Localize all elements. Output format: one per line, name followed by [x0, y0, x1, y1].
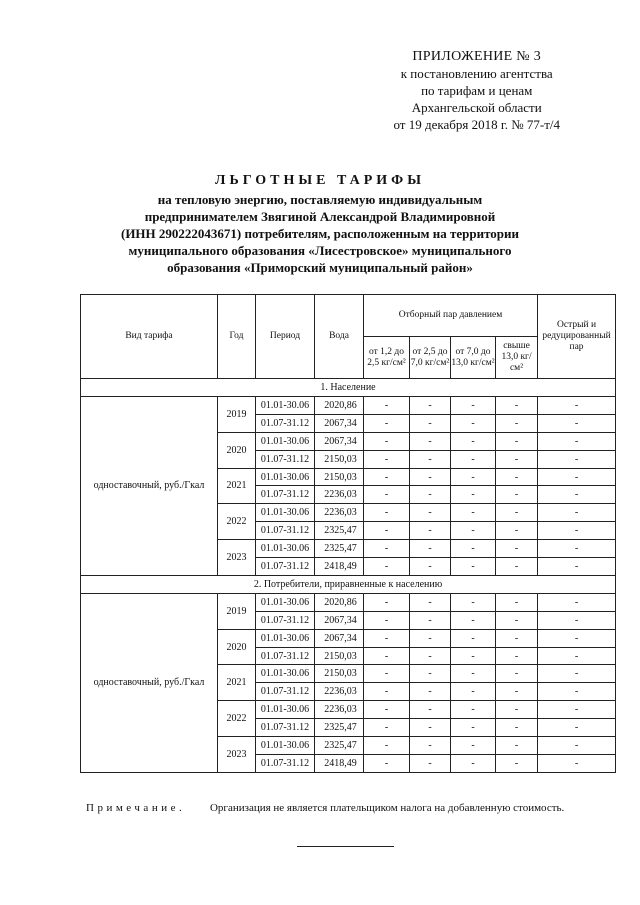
steam-p1-cell: - [364, 647, 410, 665]
steam-p3-cell: - [451, 701, 496, 719]
steam-p4-cell: - [496, 540, 538, 558]
sharp-steam-cell: - [538, 504, 616, 522]
title-line-4: муниципального образования «Лисестровское» муниципального [128, 243, 512, 258]
steam-p1-cell: - [364, 504, 410, 522]
period-cell: 01.07-31.12 [256, 683, 315, 701]
table-row [81, 397, 616, 415]
header-steam: Отборный пар давлением [364, 295, 538, 337]
steam-p3-cell: - [451, 468, 496, 486]
year-cell: 2019 [218, 397, 256, 433]
steam-p4-cell: - [496, 611, 538, 629]
appendix-heading: ПРИЛОЖЕНИЕ № 3 [412, 49, 542, 64]
sharp-steam-cell: - [538, 665, 616, 683]
steam-p4-cell: - [496, 683, 538, 701]
appendix-line-1: к постановлению агентства [400, 66, 553, 81]
period-cell: 01.01-30.06 [256, 629, 315, 647]
steam-p2-cell: - [410, 486, 451, 504]
steam-p3-cell: - [451, 540, 496, 558]
steam-p3-cell: - [451, 414, 496, 432]
water-price-cell: 2418,49 [315, 754, 364, 772]
steam-p3-cell: - [451, 504, 496, 522]
sharp-steam-cell: - [538, 719, 616, 737]
water-price-cell: 2020,86 [315, 397, 364, 415]
header-pressure-4: свыше 13,0 кг/см² [496, 337, 538, 379]
steam-p4-cell: - [496, 737, 538, 755]
water-price-cell: 2067,34 [315, 611, 364, 629]
year-cell: 2021 [218, 468, 256, 504]
steam-p4-cell: - [496, 468, 538, 486]
period-cell: 01.07-31.12 [256, 647, 315, 665]
sharp-steam-cell: - [538, 593, 616, 611]
steam-p1-cell: - [364, 540, 410, 558]
steam-p4-cell: - [496, 593, 538, 611]
title-line-1: на тепловую энергию, поставляемую индивидуальным [157, 192, 483, 207]
year-cell: 2020 [218, 629, 256, 665]
steam-p2-cell: - [410, 629, 451, 647]
water-price-cell: 2150,03 [315, 665, 364, 683]
steam-p3-cell: - [451, 432, 496, 450]
steam-p2-cell: - [410, 414, 451, 432]
year-cell: 2022 [218, 701, 256, 737]
water-price-cell: 2325,47 [315, 522, 364, 540]
sharp-steam-cell: - [538, 701, 616, 719]
steam-p3-cell: - [451, 754, 496, 772]
steam-p2-cell: - [410, 504, 451, 522]
steam-p2-cell: - [410, 397, 451, 415]
period-cell: 01.01-30.06 [256, 397, 315, 415]
water-price-cell: 2150,03 [315, 468, 364, 486]
steam-p3-cell: - [451, 665, 496, 683]
steam-p1-cell: - [364, 737, 410, 755]
sharp-steam-cell: - [538, 629, 616, 647]
sharp-steam-cell: - [538, 397, 616, 415]
period-cell: 01.01-30.06 [256, 540, 315, 558]
steam-p3-cell: - [451, 683, 496, 701]
table-header [81, 295, 616, 379]
period-cell: 01.07-31.12 [256, 558, 315, 576]
document-title [100, 172, 540, 276]
steam-p3-cell: - [451, 593, 496, 611]
water-price-cell: 2236,03 [315, 504, 364, 522]
title-main: ЛЬГОТНЫЕ ТАРИФЫ [215, 173, 425, 188]
sharp-steam-cell: - [538, 647, 616, 665]
sharp-steam-cell: - [538, 558, 616, 576]
water-price-cell: 2150,03 [315, 450, 364, 468]
sharp-steam-cell: - [538, 540, 616, 558]
steam-p3-cell: - [451, 450, 496, 468]
tariff-table [80, 294, 616, 773]
steam-p1-cell: - [364, 522, 410, 540]
sharp-steam-cell: - [538, 432, 616, 450]
water-price-cell: 2325,47 [315, 540, 364, 558]
year-cell: 2023 [218, 737, 256, 773]
header-water: Вода [315, 295, 364, 379]
sharp-steam-cell: - [538, 522, 616, 540]
title-line-2: предпринимателем Звягиной Александрой Владимировной [144, 209, 496, 224]
steam-p1-cell: - [364, 629, 410, 647]
header-pressure-3: от 7,0 до 13,0 кг/см² [451, 337, 496, 379]
steam-p4-cell: - [496, 450, 538, 468]
sharp-steam-cell: - [538, 486, 616, 504]
steam-p4-cell: - [496, 754, 538, 772]
year-cell: 2019 [218, 593, 256, 629]
period-cell: 01.01-30.06 [256, 593, 315, 611]
water-price-cell: 2236,03 [315, 701, 364, 719]
sharp-steam-cell: - [538, 737, 616, 755]
steam-p3-cell: - [451, 397, 496, 415]
steam-p2-cell: - [410, 647, 451, 665]
steam-p2-cell: - [410, 737, 451, 755]
year-cell: 2023 [218, 540, 256, 576]
sharp-steam-cell: - [538, 468, 616, 486]
water-price-cell: 2020,86 [315, 593, 364, 611]
water-price-cell: 2067,34 [315, 414, 364, 432]
table-row [81, 593, 616, 611]
water-price-cell: 2236,03 [315, 486, 364, 504]
period-cell: 01.07-31.12 [256, 611, 315, 629]
steam-p3-cell: - [451, 629, 496, 647]
period-cell: 01.07-31.12 [256, 486, 315, 504]
steam-p1-cell: - [364, 397, 410, 415]
sharp-steam-cell: - [538, 683, 616, 701]
section-title: 2. Потребители, приравненные к населению [81, 575, 616, 593]
steam-p2-cell: - [410, 683, 451, 701]
water-price-cell: 2067,34 [315, 629, 364, 647]
title-line-3: (ИНН 290222043671) потребителям, расположенным на территории [120, 226, 519, 241]
steam-p1-cell: - [364, 683, 410, 701]
period-cell: 01.01-30.06 [256, 504, 315, 522]
steam-p4-cell: - [496, 647, 538, 665]
period-cell: 01.07-31.12 [256, 414, 315, 432]
steam-p4-cell: - [496, 414, 538, 432]
steam-p1-cell: - [364, 719, 410, 737]
sharp-steam-cell: - [538, 450, 616, 468]
steam-p2-cell: - [410, 754, 451, 772]
section-row [81, 575, 616, 593]
sharp-steam-cell: - [538, 414, 616, 432]
steam-p4-cell: - [496, 397, 538, 415]
table-body [81, 379, 616, 773]
steam-p1-cell: - [364, 468, 410, 486]
water-price-cell: 2418,49 [315, 558, 364, 576]
steam-p1-cell: - [364, 611, 410, 629]
steam-p4-cell: - [496, 432, 538, 450]
period-cell: 01.07-31.12 [256, 754, 315, 772]
steam-p1-cell: - [364, 701, 410, 719]
steam-p1-cell: - [364, 754, 410, 772]
period-cell: 01.01-30.06 [256, 468, 315, 486]
steam-p2-cell: - [410, 665, 451, 683]
steam-p4-cell: - [496, 486, 538, 504]
sharp-steam-cell: - [538, 754, 616, 772]
steam-p2-cell: - [410, 719, 451, 737]
steam-p2-cell: - [410, 701, 451, 719]
section-row [81, 379, 616, 397]
steam-p2-cell: - [410, 522, 451, 540]
header-pressure-1: от 1,2 до 2,5 кг/см² [364, 337, 410, 379]
water-price-cell: 2067,34 [315, 432, 364, 450]
steam-p1-cell: - [364, 414, 410, 432]
year-cell: 2021 [218, 665, 256, 701]
steam-p2-cell: - [410, 468, 451, 486]
steam-p3-cell: - [451, 737, 496, 755]
steam-p2-cell: - [410, 611, 451, 629]
tariff-kind: одноставочный, руб./Гкал [81, 397, 218, 576]
steam-p2-cell: - [410, 558, 451, 576]
period-cell: 01.07-31.12 [256, 719, 315, 737]
steam-p1-cell: - [364, 665, 410, 683]
header-kind: Вид тарифа [81, 295, 218, 379]
period-cell: 01.01-30.06 [256, 701, 315, 719]
header-pressure-2: от 2,5 до 7,0 кг/см² [410, 337, 451, 379]
period-cell: 01.07-31.12 [256, 522, 315, 540]
year-cell: 2022 [218, 504, 256, 540]
steam-p4-cell: - [496, 629, 538, 647]
steam-p4-cell: - [496, 504, 538, 522]
steam-p1-cell: - [364, 432, 410, 450]
water-price-cell: 2325,47 [315, 719, 364, 737]
tariff-kind: одноставочный, руб./Гкал [81, 593, 218, 772]
water-price-cell: 2236,03 [315, 683, 364, 701]
appendix-line-2: по тарифам и ценам [421, 83, 533, 98]
appendix-line-4: от 19 декабря 2018 г. № 77-т/4 [393, 117, 560, 132]
steam-p3-cell: - [451, 558, 496, 576]
steam-p3-cell: - [451, 647, 496, 665]
steam-p4-cell: - [496, 522, 538, 540]
water-price-cell: 2150,03 [315, 647, 364, 665]
year-cell: 2020 [218, 432, 256, 468]
steam-p4-cell: - [496, 701, 538, 719]
sharp-steam-cell: - [538, 611, 616, 629]
steam-p3-cell: - [451, 719, 496, 737]
steam-p3-cell: - [451, 486, 496, 504]
section-title: 1. Население [81, 379, 616, 397]
steam-p4-cell: - [496, 665, 538, 683]
steam-p1-cell: - [364, 558, 410, 576]
appendix-block [393, 48, 560, 133]
header-sharp-steam: Острый и редуцированный пар [538, 295, 616, 379]
steam-p1-cell: - [364, 593, 410, 611]
title-line-5: образования «Приморский муниципальный район» [167, 260, 473, 275]
steam-p2-cell: - [410, 540, 451, 558]
appendix-line-3: Архангельской области [411, 100, 542, 115]
steam-p1-cell: - [364, 450, 410, 468]
steam-p4-cell: - [496, 558, 538, 576]
period-cell: 01.01-30.06 [256, 432, 315, 450]
steam-p2-cell: - [410, 432, 451, 450]
period-cell: 01.01-30.06 [256, 737, 315, 755]
steam-p3-cell: - [451, 611, 496, 629]
steam-p2-cell: - [410, 593, 451, 611]
note [86, 802, 564, 814]
closing-rule [297, 846, 394, 847]
steam-p2-cell: - [410, 450, 451, 468]
steam-p4-cell: - [496, 719, 538, 737]
steam-p3-cell: - [451, 522, 496, 540]
steam-p1-cell: - [364, 486, 410, 504]
water-price-cell: 2325,47 [315, 737, 364, 755]
note-label: Примечание. [86, 802, 186, 814]
header-period: Период [256, 295, 315, 379]
period-cell: 01.07-31.12 [256, 450, 315, 468]
note-text: Организация не является плательщиком налога на добавленную стоимость. [209, 802, 565, 814]
header-year: Год [218, 295, 256, 379]
period-cell: 01.01-30.06 [256, 665, 315, 683]
